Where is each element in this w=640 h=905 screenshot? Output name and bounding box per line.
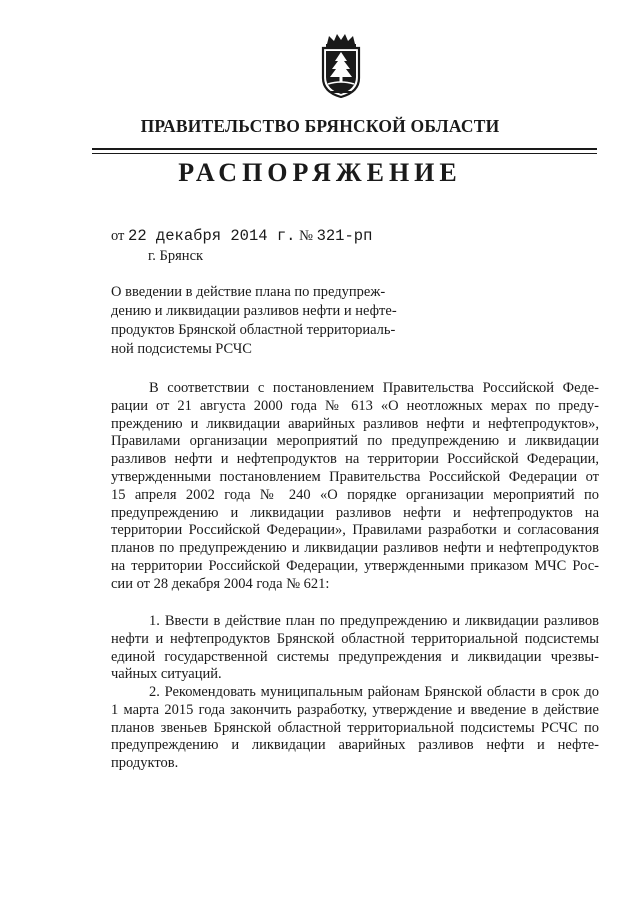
paragraph-line: чайных ситуаций. — [111, 666, 222, 683]
preamble-paragraph — [111, 380, 599, 594]
subject-line: ной подсистемы РСЧС — [111, 341, 252, 357]
paragraph-line: планов звеньев Брянской областной территориальной подсистемы РСЧС по — [111, 719, 599, 736]
date-number-line — [111, 227, 372, 245]
paragraph-line: 2. Рекомендовать муниципальным районам Брянской области в срок до — [149, 684, 599, 700]
document-type-title: РАСПОРЯЖЕНИЕ — [178, 158, 462, 187]
paragraph-line: Правилами организации мероприятий по предупреждению и ликвидации — [111, 433, 599, 450]
document-number: 321-рп — [316, 227, 373, 245]
header-divider-thick — [92, 148, 597, 150]
document-city: г. Брянск — [148, 248, 204, 264]
paragraph-line: территории Российской Федерации», Правилами разработки и согласования — [111, 522, 599, 539]
document-subject — [111, 283, 431, 359]
paragraph-line: на территории Российской Федерации, утвержденными приказом МЧС Рос- — [111, 557, 599, 574]
authority-title: ПРАВИТЕЛЬСТВО БРЯНСКОЙ ОБЛАСТИ — [140, 116, 500, 136]
paragraph-line: В соответствии с постановлением Правительства Российской Феде- — [149, 380, 599, 396]
paragraph-line: продуктов. — [111, 755, 179, 772]
paragraph-line: предупреждению и ликвидации аварийных разливов нефти и нефте- — [111, 737, 599, 754]
paragraph-line: предупреждению и ликвидации разливов нефти и нефтепродуктов на — [111, 504, 599, 521]
paragraph-line: сии от 28 декабря 2004 года № 621: — [111, 575, 330, 592]
document-date: 22 декабря 2014 г. — [128, 227, 296, 245]
item-2-paragraph — [111, 684, 599, 773]
paragraph-line: 1 марта 2015 года закончить разработку, утверждение и введение в действие — [111, 701, 599, 718]
paragraph-line: 15 апреля 2002 года № 240 «О порядке организации мероприятий по — [111, 486, 599, 503]
subject-line: О введении в действие плана по предупреж- — [111, 284, 386, 300]
coat-of-arms-icon — [317, 34, 365, 98]
paragraph-line: единой государственной системы предупреждения и ликвидации чрезвы- — [111, 648, 599, 665]
item-1-paragraph — [111, 613, 599, 684]
subject-line: продуктов Брянской областной территориаль- — [111, 322, 396, 338]
paragraph-line: нефти и нефтепродуктов Брянской областной территориальной подсистемы — [111, 630, 599, 647]
paragraph-line: рации от 21 августа 2000 года № 613 «О неотложных мерах по преду- — [111, 397, 599, 414]
paragraph-line: разливов нефти и нефтепродуктов на территории Российской Федерации, — [111, 451, 599, 468]
date-prefix: от — [111, 228, 125, 244]
paragraph-line: утвержденными постановлением Правительства Российской Федерации от — [111, 468, 599, 485]
header-divider-thin — [92, 153, 597, 154]
paragraph-line: планов по предупреждению и ликвидации разливов нефти и нефтепродуктов — [111, 540, 599, 557]
paragraph-line: преждению и ликвидации аварийных разливов нефти и нефтепродуктов», — [111, 415, 599, 432]
subject-line: дению и ликвидации разливов нефти и нефте- — [111, 303, 397, 319]
number-sign: № — [299, 228, 313, 244]
paragraph-line: 1. Ввести в действие план по предупреждению и ликвидации разливов — [149, 613, 599, 629]
